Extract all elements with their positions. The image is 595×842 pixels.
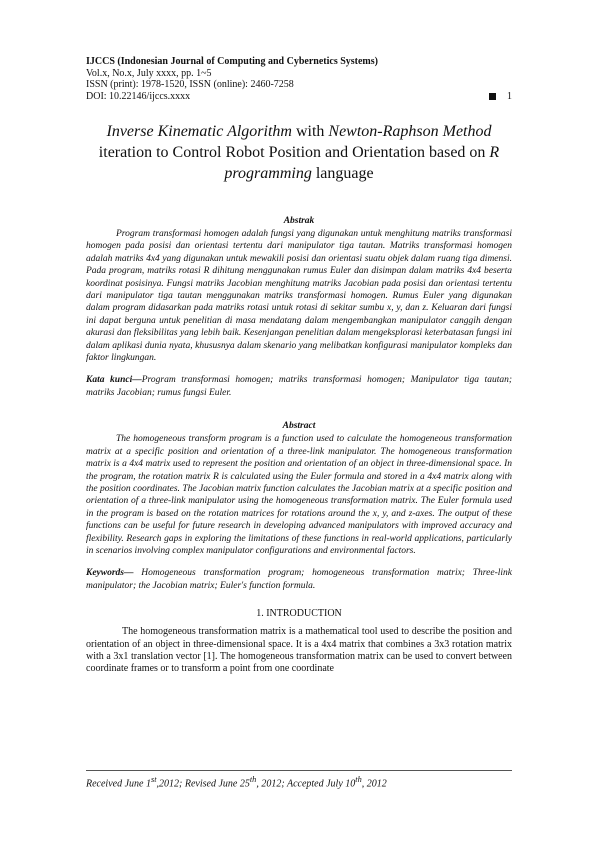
received-dates-footer — [86, 770, 512, 789]
title-part-2: with — [291, 123, 329, 140]
received-ordinal: st — [150, 775, 157, 784]
issn-info: ISSN (print): 1978-1520, ISSN (online): 2460-7258 — [86, 79, 294, 90]
title-part-6: language — [311, 165, 374, 182]
abstract-body — [86, 433, 512, 557]
title-part-3: Newton-Raphson Method — [328, 123, 492, 140]
abstract-text: The homogeneous transform program is a function used to calculate the homogeneous transformation matrix at a specific position and orientation of a three-link manipulator. The homogeneous transformation matrix is a 4x4 matrix used to represent the position and orientation of an object in three-dimensional space. In the program, the rotation matrix R is calculated using the Euler formula and stored in a 4x4 matrix along with the position coordinates. The Jacobian matrix function calculates the Jacobian matrix at a specific position and orientation of a three-link manipulator using the homogeneous transformation matrix. The Euler formula used in the program is based on the rotation matrices for rotations around the x, y, and z-axes. The output of these functions can be useful for future research in developing advanced manipulators with improved accuracy and flexibility. Research gaps in exploring the limitations of these functions in real-world applications, particularly in scenarios involving complex manipulator configurations and environmental factors. — [86, 434, 512, 556]
introduction-text: The homogeneous transformation matrix is a mathematical tool used to describe the position and orientation of an object in three-dimensional space. It is a 4x4 matrix that combines a 3x3 rotation matrix with a 3x1 translation vector [1]. The homogeneous transformation matrix can be used to convert between coordinate frames or to transform a point from one coordinate — [86, 626, 512, 675]
paper-title — [86, 121, 512, 184]
accepted-ordinal: th — [355, 775, 362, 784]
paper-page — [86, 56, 512, 676]
journal-header — [86, 56, 512, 102]
abstrak-keywords — [86, 374, 512, 399]
abstrak-body — [86, 228, 512, 364]
journal-name: IJCCS (Indonesian Journal of Computing and Cybernetics Systems) — [86, 56, 378, 67]
title-part-5: R programming — [224, 144, 500, 182]
accepted-year: , 2012 — [361, 778, 387, 790]
received-date: Received June 1 — [86, 778, 151, 790]
abstract-keywords — [86, 567, 512, 592]
revised-date: ,2012; Revised June 25 — [156, 778, 250, 790]
title-part-1: Inverse Kinematic Algorithm — [106, 123, 292, 140]
introduction-paragraph — [86, 626, 512, 676]
page-number: 1 — [507, 90, 512, 102]
keywords-text: Homogeneous transformation program; homogeneous transformation matrix; Three-link manipulator; the Jacobian matrix; Euler's function formula. — [86, 568, 512, 591]
abstrak-text: Program transformasi homogen adalah fungsi yang digunakan untuk menghitung matriks transformasi homogen pada posisi dan orientasi tertentu dari manipulator tiga tautan. Matriks transformasi homogen adalah matriks 4x4 yang digunakan untuk mewakili posisi dan orientasi suatu objek dalam ruang tiga dimensi. Pada program, matriks rotasi R dihitung menggunakan rumus Euler dan disimpan dalam matriks 4x4 beserta koordinat posisinya. Fungsi matriks Jacobian menghitung matriks Jacobian pada posisi dan orientasi tertentu dari manipulator tiga tautan menggunakan matriks transformasi homogen. Rumus Euler yang digunakan dalam program didasarkan pada matriks rotasi untuk rotasi di sekitar sumbu x, y, dan z. Keluaran dari fungsi ini dapat berguna untuk penelitian di masa mendatang dalam mengembangkan manipulator canggih dengan akurasi dan fleksibilitas yang lebih baik. Kesenjangan penelitian dalam mengeksplorasi keterbatasan fungsi ini dalam aplikasi dunia nyata, khususnya dalam skenario yang melibatkan konfigurasi manipulator kompleks dan faktor lingkungan. — [86, 229, 512, 364]
revised-ordinal: th — [249, 775, 257, 784]
section-heading-introduction: 1. INTRODUCTION — [256, 608, 342, 620]
square-bullet-icon — [489, 93, 496, 100]
volume-info: Vol.x, No.x, July xxxx, pp. 1~5 — [86, 67, 212, 79]
doi-info: DOI: 10.22146/ijccs.xxxx — [86, 90, 191, 102]
title-part-4: iteration to Control Robot Position and Orientation based on — [98, 144, 490, 161]
kata-kunci-text: Program transformasi homogen; matriks transformasi homogen; Manipulator tiga tautan; matriks Jacobian; rumus fungsi Euler. — [86, 375, 512, 398]
abstrak-heading: Abstrak — [283, 216, 315, 226]
kata-kunci-label: Kata kunci— — [86, 375, 142, 386]
keywords-label: Keywords— — [86, 568, 134, 579]
abstract-heading: Abstract — [282, 421, 316, 432]
accepted-date: , 2012; Accepted July 10 — [256, 778, 356, 790]
